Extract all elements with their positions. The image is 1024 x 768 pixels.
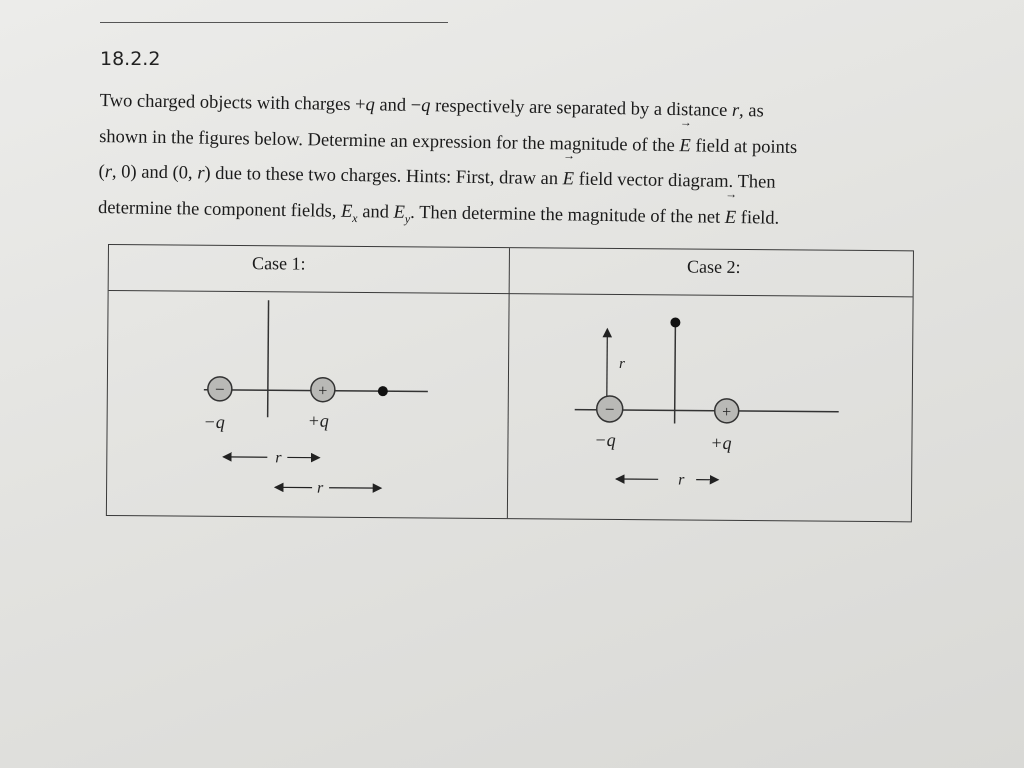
neg-charge-label: −q	[203, 411, 225, 432]
case-1-figure	[107, 291, 509, 516]
problem-line-4: determine the component fields, $E_x$ and $E_y$. Then determine the magnitude of the net → E field.	[98, 190, 907, 244]
r-vertical-label: r	[619, 356, 625, 373]
r-vertical-dimension-arrow	[607, 329, 608, 403]
top-divider-line	[100, 22, 448, 23]
r-dimension-arrow-2	[275, 479, 381, 497]
case-2-figure	[508, 294, 912, 519]
pos-charge-label: +q	[307, 410, 329, 431]
svg-text:+: +	[722, 403, 732, 421]
problem-statement	[98, 84, 908, 245]
negative-charge-icon	[597, 396, 623, 422]
r-horizontal-dimension-arrow	[616, 471, 718, 489]
svg-text:+: +	[318, 382, 328, 400]
y-axis-line	[268, 300, 269, 417]
negative-charge-icon	[208, 377, 232, 401]
problem-number: 18.2.2	[100, 48, 161, 70]
y-axis-line	[675, 325, 676, 423]
case-1-label: Case 1:	[252, 253, 306, 274]
neg-charge-label: −q	[594, 429, 616, 450]
svg-text:r: r	[275, 449, 282, 467]
field-point-dot	[670, 317, 680, 327]
case-2-label: Case 2:	[687, 256, 741, 277]
svg-text:r: r	[678, 471, 685, 489]
svg-text:−: −	[604, 399, 615, 419]
positive-charge-icon	[311, 378, 335, 402]
e-vector-symbol: → E	[679, 129, 691, 165]
e-vector-symbol: → E	[725, 200, 737, 236]
problem-line-2: shown in the figures below. Determine an expression for the magnitude of the → E field at points	[99, 119, 907, 167]
svg-text:r: r	[317, 479, 324, 497]
problem-line-1: Two charged objects with charges +q and −q respectively are separated by a distance r, as	[99, 90, 764, 122]
figure-table	[106, 244, 914, 522]
svg-text:−: −	[214, 379, 225, 399]
r-dimension-arrow-1	[223, 449, 319, 467]
problem-line-3: (r, 0) and (0, r) due to these two charges. Hints: First, draw an → E field vector diagram. Then	[98, 155, 906, 203]
e-vector-symbol: → E	[562, 162, 574, 198]
positive-charge-icon	[715, 399, 739, 423]
field-point-dot	[378, 386, 388, 396]
pos-charge-label: +q	[710, 432, 732, 453]
